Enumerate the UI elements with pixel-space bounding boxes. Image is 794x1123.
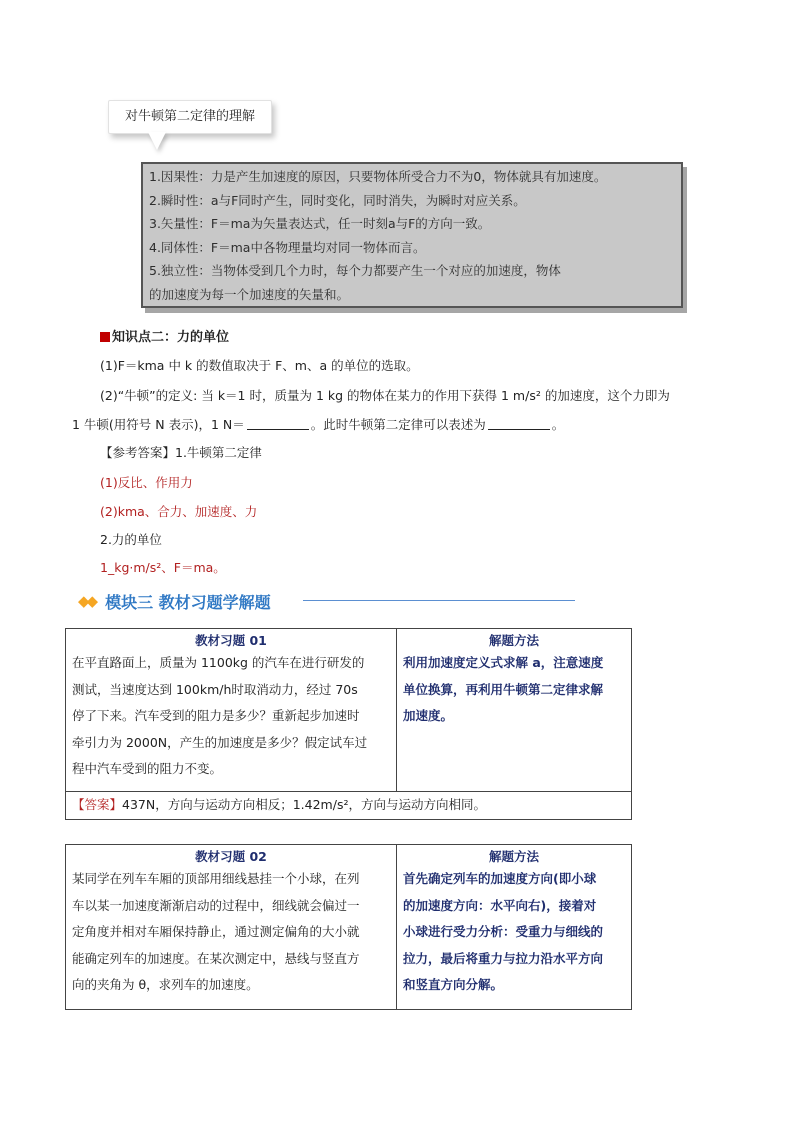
knowledge-p1: (1)F＝kma 中 k 的数值取决于 F、m、a 的单位的选取。 (100, 358, 419, 373)
exercise-table-01 (65, 628, 632, 820)
method-cell (397, 845, 632, 1010)
question-cell (66, 845, 397, 1010)
knowledge-p2b-pre: 1 牛顿(用符号 N 表示)，1 N＝ (72, 417, 245, 432)
question-line: 定角度并相对车厢保持静止，通过测定偏角的大小就 (72, 924, 360, 939)
question-line: 停了下来。汽车受到的阻力是多少？重新起步加速时 (72, 708, 360, 723)
method-line: 和竖直方向分解。 (403, 977, 504, 992)
knowledge-p2b-end: 。 (551, 417, 565, 432)
question-line: 能确定列车的加速度。在某次测定中，悬线与竖直方 (72, 950, 360, 966)
question-line: 车以某一加速度渐渐启动的过程中，细线就会偏过一 (72, 897, 360, 913)
module-title: 模块三 教材习题学解题 (105, 592, 271, 612)
method-line: 利用加速度定义式求解 a，注意速度 (403, 655, 604, 670)
red-square-icon (100, 332, 110, 342)
answer-text: 437N，方向与运动方向相反；1.42m/s²，方向与运动方向相同。 (122, 797, 486, 812)
fill-blank (247, 418, 309, 430)
method-cell (397, 629, 632, 792)
answer-2: (2)kma、合力、加速度、力 (100, 504, 258, 519)
answer-1: (1)反比、作用力 (100, 475, 193, 490)
summary-line: 的加速度为每一个加速度的矢量和。 (149, 286, 350, 302)
module-banner (78, 590, 271, 612)
method-header: 解题方法 (488, 849, 539, 864)
question-cell (66, 629, 397, 792)
exercise-header: 教材习题 02 (195, 849, 267, 864)
answer-tag: 【答案】 (72, 797, 123, 812)
exercise-table-02 (65, 844, 632, 1010)
summary-line: 1.因果性：力是产生加速度的原因，只要物体所受合力不为0，物体就具有加速度。 (149, 169, 607, 184)
summary-line: 2.瞬时性：a与F同时产生，同时变化，同时消失，为瞬时对应关系。 (149, 192, 526, 208)
question-line: 向的夹角为 θ，求列车的加速度。 (72, 977, 259, 992)
question-line: 程中汽车受到的阻力不变。 (72, 761, 223, 776)
answer-cell (66, 792, 632, 820)
knowledge-p2b-mid: 。此时牛顿第二定律可以表述为 (310, 417, 486, 432)
question-line: 在平直路面上，质量为 1100kg 的汽车在进行研发的 (72, 655, 365, 670)
unit-answer: 1_kg·m/s²、F＝ma。 (100, 560, 226, 575)
method-line: 单位换算，再利用牛顿第二定律求解 (403, 681, 604, 697)
unit-title: 2.力的单位 (100, 532, 162, 547)
method-line: 加速度。 (403, 708, 454, 723)
fill-blank (488, 418, 550, 430)
summary-box (141, 162, 683, 308)
method-line: 拉力，最后将重力与拉力沿水平方向 (403, 950, 604, 966)
module-divider (303, 600, 575, 601)
knowledge-p2a: (2)“牛顿”的定义: 当 k＝1 时，质量为 1 kg 的物体在某力的作用下获得 1 m/s² 的加速度，这个力即为 (100, 388, 670, 403)
summary-line: 5.独立性：当物体受到几个力时，每个力都要产生一个对应的加速度，物体 (149, 263, 561, 279)
method-line: 的加速度方向：水平向右)，接着对 (403, 897, 597, 913)
method-line: 首先确定列车的加速度方向(即小球 (403, 871, 597, 886)
method-header: 解题方法 (488, 633, 539, 648)
question-line: 测试，当速度达到 100km/h时取消动力，经过 70s (72, 681, 358, 697)
method-line: 小球进行受力分析：受重力与细线的 (403, 924, 604, 939)
exercise-header: 教材习题 01 (195, 633, 267, 648)
question-line: 牵引力为 2000N，产生的加速度是多少？假定试车过 (72, 734, 368, 750)
callout-tail (148, 132, 166, 150)
diamond-icon: ◆◆ (78, 592, 96, 610)
knowledge-title: 知识点二：力的单位 (112, 330, 230, 345)
knowledge-p2b (72, 415, 564, 433)
summary-line: 4.同体性：F＝ma中各物理量均对同一物体而言。 (149, 239, 426, 255)
section-callout: 对牛顿第二定律的理解 (108, 100, 272, 134)
summary-line: 3.矢量性：F＝ma为矢量表达式，任一时刻a与F的方向一致。 (149, 216, 491, 232)
question-line: 某同学在列车车厢的顶部用细线悬挂一个小球，在列 (72, 871, 360, 886)
knowledge-heading (100, 326, 229, 345)
reference-answer-label: 【参考答案】1.牛顿第二定律 (100, 445, 262, 460)
